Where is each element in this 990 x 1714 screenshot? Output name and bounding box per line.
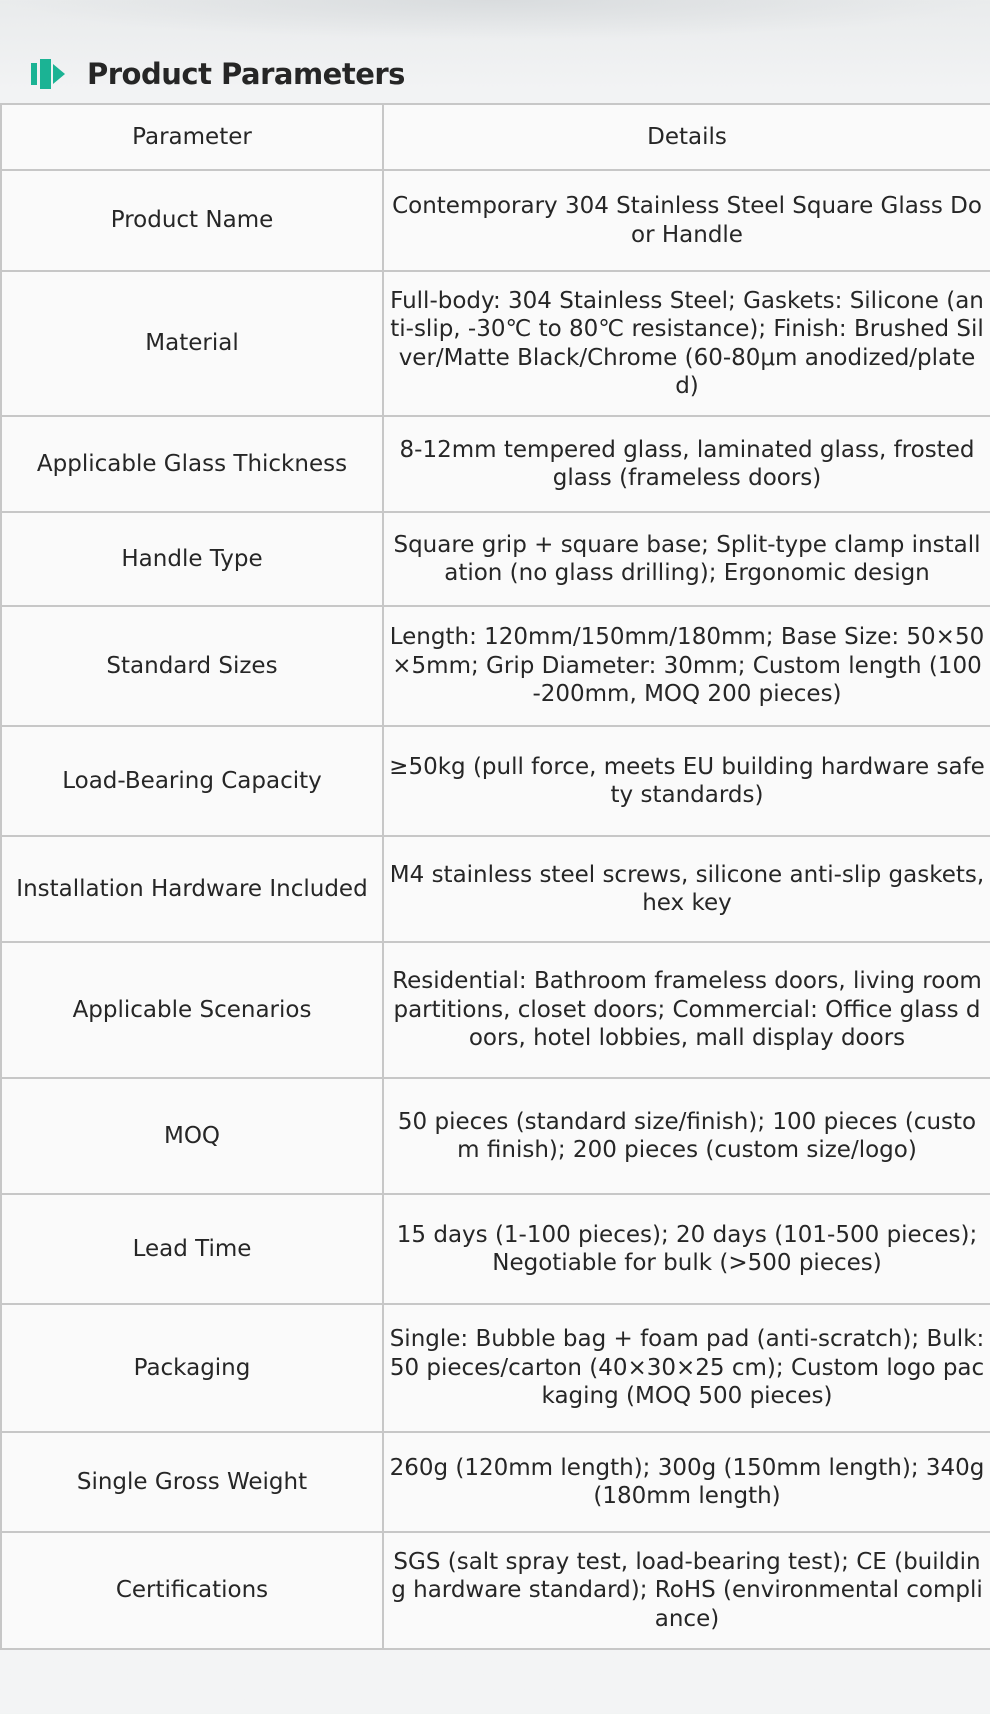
details-cell: Square grip + square base; Split-type clamp installation (no glass drilling); Ergonomic design xyxy=(383,512,990,606)
parameter-cell: Product Name xyxy=(1,170,383,271)
speaker-icon xyxy=(31,58,73,90)
details-cell: Length: 120mm/150mm/180mm; Base Size: 50×50×5mm; Grip Diameter: 30mm; Custom length (100-200mm, MOQ 200 pieces) xyxy=(383,606,990,726)
table-row xyxy=(1,170,990,271)
table-row xyxy=(1,271,990,416)
details-cell: ≥50kg (pull force, meets EU building hardware safety standards) xyxy=(383,726,990,836)
details-cell: Contemporary 304 Stainless Steel Square Glass Door Handle xyxy=(383,170,990,271)
parameter-cell: Applicable Glass Thickness xyxy=(1,416,383,512)
parameter-cell: Load-Bearing Capacity xyxy=(1,726,383,836)
parameter-cell: Applicable Scenarios xyxy=(1,942,383,1078)
table-header-row xyxy=(1,104,990,170)
column-header-details: Details xyxy=(383,104,990,170)
parameter-cell: Packaging xyxy=(1,1304,383,1432)
details-cell: 15 days (1-100 pieces); 20 days (101-500 pieces); Negotiable for bulk (>500 pieces) xyxy=(383,1194,990,1304)
table-row xyxy=(1,1432,990,1532)
section-header xyxy=(31,50,405,98)
details-cell: Single: Bubble bag + foam pad (anti-scratch); Bulk: 50 pieces/carton (40×30×25 cm); Custom logo packaging (MOQ 500 pieces) xyxy=(383,1304,990,1432)
parameter-cell: Handle Type xyxy=(1,512,383,606)
table-row xyxy=(1,1078,990,1194)
parameter-cell: Installation Hardware Included xyxy=(1,836,383,942)
table-row xyxy=(1,942,990,1078)
background-band xyxy=(0,0,990,40)
table-row xyxy=(1,416,990,512)
table-row xyxy=(1,726,990,836)
parameter-cell: Material xyxy=(1,271,383,416)
details-cell: M4 stainless steel screws, silicone anti-slip gaskets, hex key xyxy=(383,836,990,942)
details-cell: Full-body: 304 Stainless Steel; Gaskets: Silicone (anti-slip, -30℃ to 80℃ resistance); Finish: Brushed Silver/Matte Black/Chrome (60-80μm anodized/plated) xyxy=(383,271,990,416)
parameter-cell: Single Gross Weight xyxy=(1,1432,383,1532)
table-row xyxy=(1,1304,990,1432)
parameter-cell: Standard Sizes xyxy=(1,606,383,726)
details-cell: 50 pieces (standard size/finish); 100 pieces (custom finish); 200 pieces (custom size/logo) xyxy=(383,1078,990,1194)
table-row xyxy=(1,606,990,726)
details-cell: 8-12mm tempered glass, laminated glass, frosted glass (frameless doors) xyxy=(383,416,990,512)
column-header-parameter: Parameter xyxy=(1,104,383,170)
table-row xyxy=(1,1532,990,1649)
parameters-table-wrapper xyxy=(0,103,990,1650)
table-row xyxy=(1,836,990,942)
parameter-cell: Certifications xyxy=(1,1532,383,1649)
parameter-cell: MOQ xyxy=(1,1078,383,1194)
parameters-table xyxy=(0,103,990,1650)
table-row xyxy=(1,512,990,606)
details-cell: Residential: Bathroom frameless doors, living room partitions, closet doors; Commercial: Office glass doors, hotel lobbies, mall display doors xyxy=(383,942,990,1078)
details-cell: 260g (120mm length); 300g (150mm length); 340g (180mm length) xyxy=(383,1432,990,1532)
details-cell: SGS (salt spray test, load-bearing test); CE (building hardware standard); RoHS (environmental compliance) xyxy=(383,1532,990,1649)
table-row xyxy=(1,1194,990,1304)
page-title: Product Parameters xyxy=(87,57,405,91)
parameter-cell: Lead Time xyxy=(1,1194,383,1304)
